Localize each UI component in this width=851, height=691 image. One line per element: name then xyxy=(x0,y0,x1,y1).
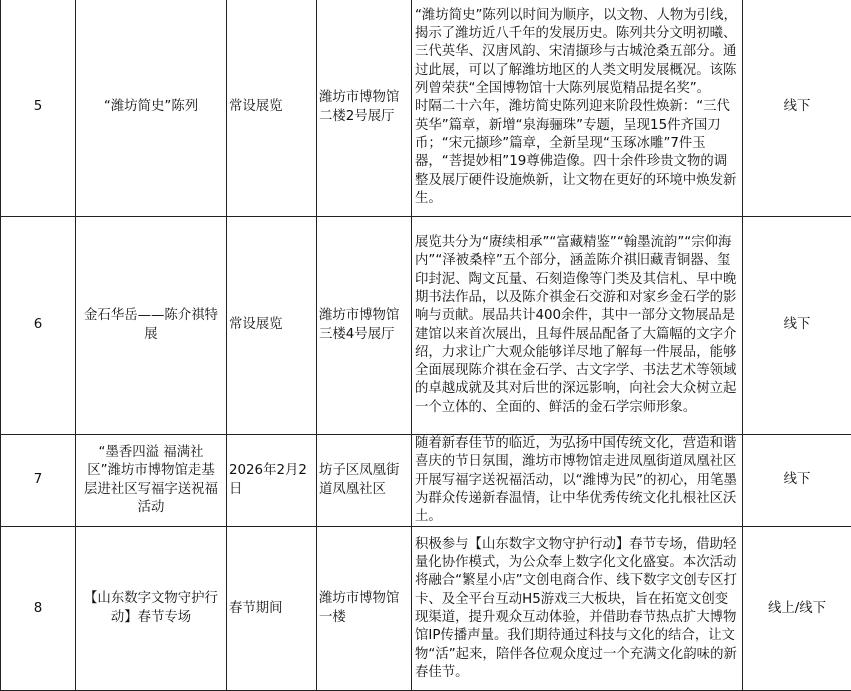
event-location: 坊子区凤凰街道凤凰社区 xyxy=(317,435,412,527)
event-title: “潍坊简史”陈列 xyxy=(76,0,227,217)
event-time: 春节期间 xyxy=(227,527,317,691)
description-paragraph: 随着新春佳节的临近，为弘扬中国传统文化，营造和谐喜庆的节日氛围，潍坊市博物馆走进凤凰街道凤凰社区开展写福字送祝福活动，以“潍博为民”的初心，用笔墨为群众传递新春温情，让中华优秀传统文化扎根社区沃土。 xyxy=(415,435,739,526)
event-title: 金石华岳——陈介祺特展 xyxy=(76,217,227,435)
row-number: 5 xyxy=(1,0,76,217)
description-paragraph: 展览共分为“赓续相承”“富藏精鉴”“翰墨流韵”“宗仰海内”“泽被桑梓”五个部分，涵盖陈介祺旧藏青铜器、玺印封泥、陶文瓦量、石刻造像等门类及其信札、早中晚期书法作品，以及陈介祺金石交游和对家乡金石学的影响与贡献。展品共计400余件，其中一部分文物展品是建馆以来首次展出，且每件展品配备了大篇幅的文字介绍，力求让广大观众能够详尽地了解每一件展品，能够全面展现陈介祺在金石学、古文字学、书法艺术等领域的卓越成就及其对后世的深远影响，向社会大众树立起一个立体的、全面的、鲜活的金石学宗师形象。 xyxy=(415,234,739,417)
event-form: 线上/线下 xyxy=(743,527,851,691)
event-location: 潍坊市博物馆三楼4号展厅 xyxy=(317,217,412,435)
event-location: 潍坊市博物馆二楼2号展厅 xyxy=(317,0,412,217)
event-description xyxy=(412,435,743,527)
event-description xyxy=(412,0,743,217)
event-time: 2026年2月2日 xyxy=(227,435,317,527)
event-time: 常设展览 xyxy=(227,0,317,217)
table-row xyxy=(1,435,851,527)
event-description xyxy=(412,527,743,691)
event-time: 常设展览 xyxy=(227,217,317,435)
row-number: 7 xyxy=(1,435,76,527)
row-number: 8 xyxy=(1,527,76,691)
event-title: 【山东数字文物守护行动】春节专场 xyxy=(76,527,227,691)
description-paragraph: 时隔二十六年，潍坊简史陈列迎来阶段性焕新：“三代英华”篇章，新增“泉海骊珠”专题，呈现15件齐国刀币；“宋元撷珍”篇章，全新呈现“玉琢冰雕”7件玉器，“菩提妙相”19尊佛造像。四十余件珍贵文物的调整及展厅硬件设施焕新，让文物在更好的环境中焕发新生。 xyxy=(415,98,739,208)
event-location: 潍坊市博物馆一楼 xyxy=(317,527,412,691)
event-form: 线下 xyxy=(743,0,851,217)
event-form: 线下 xyxy=(743,435,851,527)
event-description xyxy=(412,217,743,435)
description-paragraph: “潍坊简史”陈列以时间为顺序，以文物、人物为引线，揭示了潍坊近八千年的发展历史。陈列共分文明初曦、三代英华、汉唐风韵、宋清撷珍与古城沧桑五部分。通过此展，可以了解潍坊地区的人类文明发展概况。该陈列曾荣获“全国博物馆十大陈列展览精品提名奖”。 xyxy=(415,7,739,98)
table-row xyxy=(1,527,851,691)
row-number: 6 xyxy=(1,217,76,435)
table-row xyxy=(1,0,851,217)
table-row xyxy=(1,217,851,435)
description-paragraph: 积极参与【山东数字文物守护行动】春节专场，借助轻量化协作模式，为公众奉上数字化文化盛宴。本次活动将融合“繁星小店”文创电商合作、线下数字文创专区打卡、及全平台互动H5游戏三大板块，旨在拓宽文创变现渠道，提升观众互动体验，并借助春节热点扩大博物馆IP传播声量。我们期待通过科技与文化的结合，让文物“活”起来，陪伴各位观众度过一个充满文化韵味的新春佳节。 xyxy=(415,536,739,682)
event-form: 线下 xyxy=(743,217,851,435)
event-title: “墨香四溢 福满社区”潍坊市博物馆走基层进社区写福字送祝福活动 xyxy=(76,435,227,527)
